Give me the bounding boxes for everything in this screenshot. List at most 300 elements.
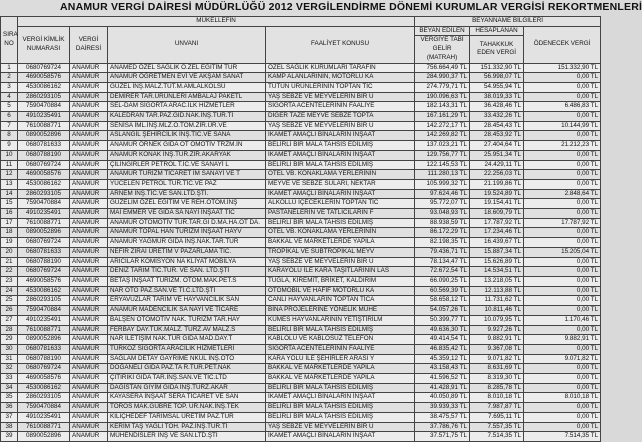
odenecek-cell: 6.486,83 TL: [524, 102, 601, 112]
matrah-cell: 37.786,76 TL: [415, 422, 470, 432]
sira-no-cell: 16: [1, 209, 18, 219]
unvani-cell: DOĞANELİ GIDA PAZ.TA R.TUR.PET.NAK: [108, 364, 266, 374]
matrah-cell: 86.172,29 TL: [415, 228, 470, 238]
odenecek-cell: 21.212,23 TL: [524, 141, 601, 151]
sira-no-cell: 8: [1, 131, 18, 141]
matrah-cell: 95.772,07 TL: [415, 199, 470, 209]
tahakkuk-cell: 38.019,33 TL: [470, 92, 524, 102]
vergi-dairesi-cell: ANAMUR: [70, 170, 108, 180]
matrah-cell: 142.269,82 TL: [415, 131, 470, 141]
faaliyet-cell: YAŞ SEBZE VE MEYVELERİN BİR U: [266, 121, 415, 131]
sira-no-cell: 15: [1, 199, 18, 209]
matrah-cell: 60.569,39 TL: [415, 286, 470, 296]
tahakkuk-cell: 24.429,11 TL: [470, 160, 524, 170]
unvani-cell: DEMİRER TAR.ÜRÜNLERİ AMBALAJ PAKETL: [108, 92, 266, 102]
odenecek-cell: 0,00 TL: [524, 374, 601, 384]
vkn-cell: 7610088771: [18, 325, 70, 335]
faaliyet-cell: TUĞLA, KİREMİT, BRİKET, KALDIRIM: [266, 276, 415, 286]
rekortmen-table: [0, 16, 601, 442]
unvani-cell: MÜHENDİSLER İNŞ VE SAN.LTD.ŞTİ: [108, 432, 266, 442]
table-row: [1, 209, 601, 219]
sira-no-cell: 33: [1, 374, 18, 384]
faaliyet-cell: İKAMET AMAÇLI BİNALARIN İNŞAAT: [266, 150, 415, 160]
unvani-cell: ARICILAR KOMİSYON NA KLİYAT MOBİLYA: [108, 257, 266, 267]
vkn-cell: 4530086162: [18, 383, 70, 393]
header-vergiye-tabi: VERGİYE TABİ GELİR (MATRAH): [415, 36, 470, 63]
matrah-cell: 79.436,71 TL: [415, 247, 470, 257]
odenecek-cell: 0,00 TL: [524, 238, 601, 248]
odenecek-cell: 0,00 TL: [524, 150, 601, 160]
faaliyet-cell: BELİRLİ BİR MALA TAHSİS EDİLMİŞ: [266, 141, 415, 151]
vkn-cell: 4690058576: [18, 276, 70, 286]
table-row: [1, 257, 601, 267]
tahakkuk-cell: 12.113,88 TL: [470, 286, 524, 296]
vkn-cell: 4690058576: [18, 374, 70, 384]
unvani-cell: KERİM TAŞ YAĞLI TOH. PAZ.İNŞ.TUR.Tİ: [108, 422, 266, 432]
tahakkuk-cell: 11.731,62 TL: [470, 296, 524, 306]
table-row: [1, 306, 601, 316]
table-row: [1, 121, 601, 131]
unvani-cell: ÇİLİNGİRLER PETROL T.İC.VE SANAYİ L: [108, 160, 266, 170]
matrah-cell: 45.359,12 TL: [415, 354, 470, 364]
tahakkuk-cell: 8.285,78 TL: [470, 383, 524, 393]
odenecek-cell: 0,00 TL: [524, 160, 601, 170]
vergi-dairesi-cell: ANAMUR: [70, 354, 108, 364]
vergi-dairesi-cell: ANAMUR: [70, 189, 108, 199]
faaliyet-cell: BELİRLİ BİR MALA TAHSİS EDİLMİŞ: [266, 160, 415, 170]
vkn-cell: 4910235491: [18, 209, 70, 219]
vkn-cell: 0680769724: [18, 63, 70, 73]
table-row: [1, 199, 601, 209]
vkn-cell: 0680781633: [18, 141, 70, 151]
unvani-cell: ANAMUR MADENCİLİK SA NAYİ VE TİCARE: [108, 306, 266, 316]
faaliyet-cell: SİGORTA ACENTELERİNİN FAALİYE: [266, 102, 415, 112]
vergi-dairesi-cell: ANAMUR: [70, 383, 108, 393]
matrah-cell: 105.999,32 TL: [415, 179, 470, 189]
unvani-cell: KAYASERA İNŞAAT SERA TİCARET VE SAN: [108, 393, 266, 403]
odenecek-cell: 0,00 TL: [524, 179, 601, 189]
table-body: [1, 63, 601, 441]
vergi-dairesi-cell: ANAMUR: [70, 63, 108, 73]
faaliyet-cell: YAŞ SEBZE VE MEYVELERİN BİR U: [266, 257, 415, 267]
vergi-dairesi-cell: ANAMUR: [70, 257, 108, 267]
vergi-dairesi-cell: ANAMUR: [70, 432, 108, 442]
tahakkuk-cell: 7.557,35 TL: [470, 422, 524, 432]
table-row: [1, 247, 601, 257]
unvani-cell: MAİ EMMER VE GIDA SA NAYİ İNŞAAT TİC: [108, 209, 266, 219]
vkn-cell: 0680781633: [18, 247, 70, 257]
vergi-dairesi-cell: ANAMUR: [70, 92, 108, 102]
table-row: [1, 92, 601, 102]
matrah-cell: 190.096,63 TL: [415, 92, 470, 102]
tahakkuk-cell: 15.887,34 TL: [470, 247, 524, 257]
tahakkuk-cell: 10.079,95 TL: [470, 315, 524, 325]
vkn-cell: 4910235491: [18, 315, 70, 325]
tahakkuk-cell: 8.319,30 TL: [470, 374, 524, 384]
tahakkuk-cell: 54.955,94 TL: [470, 82, 524, 92]
page-title: ANAMUR VERGİ DAİRESİ MÜDÜRLÜĞÜ 2012 VERGİLENDİRME DÖNEMİ KURUMLAR VERGİSİ REKORTMENLERİ: [60, 1, 642, 13]
sira-no-cell: 24: [1, 286, 18, 296]
sira-no-cell: 26: [1, 306, 18, 316]
vkn-cell: 0680769724: [18, 267, 70, 277]
table-row: [1, 112, 601, 122]
vkn-cell: 2860293105: [18, 393, 70, 403]
faaliyet-cell: BAKKAL VE MARKETLERDE YAPILA: [266, 374, 415, 384]
table-row: [1, 82, 601, 92]
tahakkuk-cell: 7.514,35 TL: [470, 432, 524, 442]
tahakkuk-cell: 25.951,34 TL: [470, 150, 524, 160]
faaliyet-cell: ALKOLLÜ İÇECEKLERİN TOPTAN TİC: [266, 199, 415, 209]
matrah-cell: 97.624,46 TL: [415, 189, 470, 199]
vkn-cell: 0680781633: [18, 344, 70, 354]
sira-no-cell: 27: [1, 315, 18, 325]
tahakkuk-cell: 28.453,92 TL: [470, 131, 524, 141]
vkn-cell: 2860293105: [18, 92, 70, 102]
vergi-dairesi-cell: ANAMUR: [70, 422, 108, 432]
odenecek-cell: 0,00 TL: [524, 228, 601, 238]
faaliyet-cell: BAKKAL VE MARKETLERDE YAPILA: [266, 364, 415, 374]
sira-no-cell: 13: [1, 179, 18, 189]
vergi-dairesi-cell: ANAMUR: [70, 325, 108, 335]
vergi-dairesi-cell: ANAMUR: [70, 306, 108, 316]
table-row: [1, 296, 601, 306]
matrah-cell: 122.145,53 TL: [415, 160, 470, 170]
odenecek-cell: 17.787,92 TL: [524, 218, 601, 228]
matrah-cell: 54.057,26 TL: [415, 306, 470, 316]
vergi-dairesi-cell: ANAMUR: [70, 267, 108, 277]
table-row: [1, 374, 601, 384]
vergi-dairesi-cell: ANAMUR: [70, 131, 108, 141]
vkn-cell: 4910235491: [18, 112, 70, 122]
vkn-cell: 4530086162: [18, 179, 70, 189]
vkn-cell: 4690058576: [18, 170, 70, 180]
tahakkuk-cell: 7.987,87 TL: [470, 403, 524, 413]
vergi-dairesi-cell: ANAMUR: [70, 102, 108, 112]
faaliyet-cell: BELİRLİ BİR MALA TAHSİS EDİLMİŞ: [266, 325, 415, 335]
faaliyet-cell: SİGORTA ACENTELERİNİN FAALİYE: [266, 344, 415, 354]
matrah-cell: 38.475,57 TL: [415, 412, 470, 422]
table-row: [1, 335, 601, 345]
unvani-cell: TÜRKOZ SİGORTA ARACILIK HİZMETLERİ: [108, 344, 266, 354]
table-row: [1, 403, 601, 413]
vergi-dairesi-cell: ANAMUR: [70, 209, 108, 219]
odenecek-cell: 9.071,82 TL: [524, 354, 601, 364]
sira-no-cell: 5: [1, 102, 18, 112]
vergi-dairesi-cell: ANAMUR: [70, 228, 108, 238]
vkn-cell: 0890052896: [18, 228, 70, 238]
matrah-cell: 82.198,35 TL: [415, 238, 470, 248]
odenecek-cell: 9.882,91 TL: [524, 335, 601, 345]
odenecek-cell: 0,00 TL: [524, 82, 601, 92]
odenecek-cell: 7.514,35 TL: [524, 432, 601, 442]
unvani-cell: ANAMUR ÖRNEK GIDA OT OMOTİV TRZM.İN: [108, 141, 266, 151]
matrah-cell: 93.048,93 TL: [415, 209, 470, 219]
vkn-cell: 0680788190: [18, 150, 70, 160]
vkn-cell: 7590470884: [18, 102, 70, 112]
unvani-cell: ANAMUR TURİZM TİCARET İM SANAYİ VE T: [108, 170, 266, 180]
sira-no-cell: 14: [1, 189, 18, 199]
table-row: [1, 267, 601, 277]
faaliyet-cell: İKAMET AMAÇLI BİNALARIN İNŞAAT: [266, 432, 415, 442]
unvani-cell: KILIÇHEDEF TARIMSAL ÜRETİM PAZ.TUR: [108, 412, 266, 422]
sira-no-cell: 11: [1, 160, 18, 170]
matrah-cell: 40.050,89 TL: [415, 393, 470, 403]
odenecek-cell: 0,00 TL: [524, 422, 601, 432]
unvani-cell: DENİZ TARIM TİC.TUR. VE SAN. LTD.ŞTİ: [108, 267, 266, 277]
table-row: [1, 160, 601, 170]
odenecek-cell: 0,00 TL: [524, 403, 601, 413]
table-row: [1, 364, 601, 374]
unvani-cell: ASLANGİL ŞEHİRCİLİK İNŞ.TİC.VE SANA: [108, 131, 266, 141]
matrah-cell: 137.023,21 TL: [415, 141, 470, 151]
vergi-dairesi-cell: ANAMUR: [70, 160, 108, 170]
faaliyet-cell: KARA YOLU İLE ŞEHİRLER ARASI Y: [266, 354, 415, 364]
table-row: [1, 412, 601, 422]
odenecek-cell: 0,00 TL: [524, 267, 601, 277]
odenecek-cell: 0,00 TL: [524, 209, 601, 219]
sira-no-cell: 19: [1, 238, 18, 248]
header-mukellefin: MÜKELLEFİN: [18, 17, 415, 27]
sira-no-cell: 9: [1, 141, 18, 151]
faaliyet-cell: BİNA PROJELERİNE YÖNELİK MÜHE: [266, 306, 415, 316]
unvani-cell: DAĞİSTAN GIYİM GIDA İNŞ.TURZ.AKAR: [108, 383, 266, 393]
odenecek-cell: 0,00 TL: [524, 325, 601, 335]
sira-no-cell: 36: [1, 403, 18, 413]
matrah-cell: 129.756,77 TL: [415, 150, 470, 160]
table-row: [1, 422, 601, 432]
sira-no-cell: 3: [1, 82, 18, 92]
vergi-dairesi-cell: ANAMUR: [70, 393, 108, 403]
sira-no-cell: 2: [1, 73, 18, 83]
table-row: [1, 170, 601, 180]
table-row: [1, 432, 601, 442]
unvani-cell: NAR İLETİŞİM NAK.TUR GIDA MAD.DAY.T: [108, 335, 266, 345]
faaliyet-cell: TROPİKAL VE SUBTROPİKAL MEYV: [266, 247, 415, 257]
header-tahakkuk: TAHAKKUK EDEN VERGİ: [470, 36, 524, 63]
unvani-cell: ANAMUR ÖĞRETMEN EVİ VE AKŞAM SANAT: [108, 73, 266, 83]
sira-no-cell: 37: [1, 412, 18, 422]
odenecek-cell: 0,00 TL: [524, 92, 601, 102]
faaliyet-cell: TÜTÜN ÜRÜNLERİNİN TOPTAN TİC: [266, 82, 415, 92]
odenecek-cell: 0,00 TL: [524, 276, 601, 286]
header-sira-no: SIRA NO: [1, 17, 18, 64]
unvani-cell: NEFİR ZİRAİ ÜRETİM V PAZARLAMA TİC.: [108, 247, 266, 257]
sira-no-cell: 23: [1, 276, 18, 286]
vkn-cell: 0890052896: [18, 131, 70, 141]
faaliyet-cell: PASTANELERİN VE TATLICILARIN F: [266, 209, 415, 219]
matrah-cell: 756.664,49 TL: [415, 63, 470, 73]
odenecek-cell: 15.205,04 TL: [524, 247, 601, 257]
matrah-cell: 58.658,12 TL: [415, 296, 470, 306]
faaliyet-cell: BAKKAL VE MARKETLERDE YAPILA: [266, 238, 415, 248]
vergi-dairesi-cell: ANAMUR: [70, 199, 108, 209]
vergi-dairesi-cell: ANAMUR: [70, 73, 108, 83]
faaliyet-cell: BELİRLİ BİR MALA TAHSİS EDİLMİŞ: [266, 403, 415, 413]
vkn-cell: 0680788190: [18, 354, 70, 364]
vkn-cell: 7590470884: [18, 306, 70, 316]
sira-no-cell: 10: [1, 150, 18, 160]
unvani-cell: GÜZELIM ÖZEL EĞİTİM VE REH.OTOM.İNŞ: [108, 199, 266, 209]
table-row: [1, 354, 601, 364]
matrah-cell: 49.414,54 TL: [415, 335, 470, 345]
sira-no-cell: 1: [1, 63, 18, 73]
tahakkuk-cell: 9.927,26 TL: [470, 325, 524, 335]
matrah-cell: 78.134,47 TL: [415, 257, 470, 267]
header-beyanname-bilgileri: BEYANNAME BİLGİLERİ: [415, 17, 601, 27]
tahakkuk-cell: 9.882,91 TL: [470, 335, 524, 345]
sira-no-cell: 34: [1, 383, 18, 393]
tahakkuk-cell: 10.811,46 TL: [470, 306, 524, 316]
vergi-dairesi-cell: ANAMUR: [70, 315, 108, 325]
faaliyet-cell: KABLOLU VE KABLOSUZ TELEFON: [266, 335, 415, 345]
faaliyet-cell: İKAMET AMAÇLI BİNALARIN İNŞAAT: [266, 131, 415, 141]
odenecek-cell: 10.144,99 TL: [524, 121, 601, 131]
tahakkuk-cell: 19.154,41 TL: [470, 199, 524, 209]
faaliyet-cell: KARAYOLU İLE KARA TAŞITLARININ LAS: [266, 267, 415, 277]
faaliyet-cell: BELİRLİ BİR MALA TAHSİS EDİLMİŞ: [266, 218, 415, 228]
sira-no-cell: 7: [1, 121, 18, 131]
table-row: [1, 344, 601, 354]
vergi-dairesi-cell: ANAMUR: [70, 335, 108, 345]
vergi-dairesi-cell: ANAMUR: [70, 344, 108, 354]
faaliyet-cell: BELİRLİ BİR MALA TAHSİS EDİLMİŞ: [266, 383, 415, 393]
sira-no-cell: 4: [1, 92, 18, 102]
sira-no-cell: 39: [1, 432, 18, 442]
faaliyet-cell: DİĞER TAZE MEYVE SEBZE TOPTA: [266, 112, 415, 122]
unvani-cell: SAĞLAM DETAY GAYRİME NKUL İNŞ.OTO: [108, 354, 266, 364]
matrah-cell: 142.272,17 TL: [415, 121, 470, 131]
unvani-cell: NAR OTO PAZ.SAN.VE Tİ.C.LTD.ŞTİ: [108, 286, 266, 296]
table-row: [1, 218, 601, 228]
unvani-cell: KALEDRAN TAR.PAZ.GID.NAK.İNŞ.TUR.Tİ: [108, 112, 266, 122]
table-row: [1, 141, 601, 151]
tahakkuk-cell: 9.071,82 TL: [470, 354, 524, 364]
tahakkuk-cell: 36.428,46 TL: [470, 102, 524, 112]
unvani-cell: SEL-DAM SİGORTA ARAC.İLK HİZMETLER: [108, 102, 266, 112]
table-row: [1, 179, 601, 189]
tahakkuk-cell: 8.631,69 TL: [470, 364, 524, 374]
faaliyet-cell: MEYVE VE SEBZE SULARI, NEKTAR: [266, 179, 415, 189]
tahakkuk-cell: 22.256,03 TL: [470, 170, 524, 180]
sira-no-cell: 25: [1, 296, 18, 306]
tahakkuk-cell: 33.432,26 TL: [470, 112, 524, 122]
table-row: [1, 286, 601, 296]
matrah-cell: 50.399,77 TL: [415, 315, 470, 325]
table-row: [1, 325, 601, 335]
vergi-dairesi-cell: ANAMUR: [70, 374, 108, 384]
faaliyet-cell: OTEL VB. KONAKLAMA YERLERİNİN: [266, 228, 415, 238]
matrah-cell: 39.939,33 TL: [415, 403, 470, 413]
matrah-cell: 284.990,37 TL: [415, 73, 470, 83]
vergi-dairesi-cell: ANAMUR: [70, 403, 108, 413]
odenecek-cell: 0,00 TL: [524, 306, 601, 316]
header-vergi-dairesi: VERGİ DAİRESİ: [70, 26, 108, 63]
vkn-cell: 7610088771: [18, 218, 70, 228]
faaliyet-cell: ÖZEL SAĞLIK KURUMLARI TARAFIN: [266, 63, 415, 73]
matrah-cell: 274.779,71 TL: [415, 82, 470, 92]
odenecek-cell: 0,00 TL: [524, 296, 601, 306]
sira-no-cell: 21: [1, 257, 18, 267]
tahakkuk-cell: 56.998,07 TL: [470, 73, 524, 83]
table-row: [1, 393, 601, 403]
tahakkuk-cell: 13.218,05 TL: [470, 276, 524, 286]
faaliyet-cell: OTEL VB. KONAKLAMA YERLERİNİN: [266, 170, 415, 180]
vergi-dairesi-cell: ANAMUR: [70, 150, 108, 160]
header-beyan-edilen: BEYAN EDİLEN: [415, 26, 470, 36]
vergi-dairesi-cell: ANAMUR: [70, 82, 108, 92]
tahakkuk-cell: 18.609,79 TL: [470, 209, 524, 219]
table-row: [1, 102, 601, 112]
unvani-cell: ARNEM İNŞ.TİC.VE SAN.LTD.ŞTİ.: [108, 189, 266, 199]
tahakkuk-cell: 19.524,89 TL: [470, 189, 524, 199]
faaliyet-cell: İKAMET AMAÇLI BİNALARIN İNŞAAT: [266, 189, 415, 199]
vkn-cell: 0680769724: [18, 364, 70, 374]
sira-no-cell: 38: [1, 422, 18, 432]
sira-no-cell: 12: [1, 170, 18, 180]
table-row: [1, 238, 601, 248]
vkn-cell: 2860293105: [18, 296, 70, 306]
odenecek-cell: 0,00 TL: [524, 112, 601, 122]
vergi-dairesi-cell: ANAMUR: [70, 364, 108, 374]
vkn-cell: 7590470884: [18, 199, 70, 209]
unvani-cell: TOROS MAK.GÜBRE TOP. UR.NAK.İNŞ.TEK: [108, 403, 266, 413]
vergi-dairesi-cell: ANAMUR: [70, 296, 108, 306]
matrah-cell: 167.161,29 TL: [415, 112, 470, 122]
vkn-cell: 0680769724: [18, 238, 70, 248]
unvani-cell: GÜZEL İNŞ.MALZ.TÜT.M.AMLALKOLSÜ: [108, 82, 266, 92]
table-header: [1, 17, 601, 64]
vergi-dairesi-cell: ANAMUR: [70, 121, 108, 131]
tahakkuk-cell: 17.787,92 TL: [470, 218, 524, 228]
table-row: [1, 73, 601, 83]
vkn-cell: 7610088771: [18, 422, 70, 432]
matrah-cell: 111.280,13 TL: [415, 170, 470, 180]
faaliyet-cell: KÜMES HAYVANLARININ YETİŞTİRİLM: [266, 315, 415, 325]
table-row: [1, 63, 601, 73]
vergi-dairesi-cell: ANAMUR: [70, 179, 108, 189]
matrah-cell: 49.636,30 TL: [415, 325, 470, 335]
header-odenecek: ÖDENECEK VERGİ: [524, 26, 601, 63]
matrah-cell: 43.158,43 TL: [415, 364, 470, 374]
vergi-dairesi-cell: ANAMUR: [70, 238, 108, 248]
vergi-dairesi-cell: ANAMUR: [70, 247, 108, 257]
faaliyet-cell: İKAMET AMAÇLI BİNALARIN İNŞAAT: [266, 393, 415, 403]
unvani-cell: ANAMED ÖZEL SAĞLIK Ö.ZEL EĞİTİM TUR: [108, 63, 266, 73]
vergi-dairesi-cell: ANAMUR: [70, 286, 108, 296]
tahakkuk-cell: 151.332,90 TL: [470, 63, 524, 73]
sira-no-cell: 32: [1, 364, 18, 374]
vkn-cell: 7590470884: [18, 403, 70, 413]
odenecek-cell: 0,00 TL: [524, 257, 601, 267]
vkn-cell: 4910235491: [18, 412, 70, 422]
odenecek-cell: 8.010,18 TL: [524, 393, 601, 403]
vergi-dairesi-cell: ANAMUR: [70, 412, 108, 422]
vkn-cell: 0890052896: [18, 335, 70, 345]
matrah-cell: 41.596,52 TL: [415, 374, 470, 384]
vergi-dairesi-cell: ANAMUR: [70, 276, 108, 286]
tahakkuk-cell: 21.199,86 TL: [470, 179, 524, 189]
table-row: [1, 315, 601, 325]
vkn-cell: 4690058576: [18, 73, 70, 83]
odenecek-cell: 2.848,64 TL: [524, 189, 601, 199]
tahakkuk-cell: 15.626,89 TL: [470, 257, 524, 267]
unvani-cell: ÇITIRIKİ GIDA TAR.İNŞ.SAN.VE TİC.LTD: [108, 374, 266, 384]
table-row: [1, 131, 601, 141]
vergi-dairesi-cell: ANAMUR: [70, 141, 108, 151]
unvani-cell: YÜCELEN PETROL TUR.TİC.VE PAZ: [108, 179, 266, 189]
vergi-dairesi-cell: ANAMUR: [70, 218, 108, 228]
odenecek-cell: 0,00 TL: [524, 73, 601, 83]
